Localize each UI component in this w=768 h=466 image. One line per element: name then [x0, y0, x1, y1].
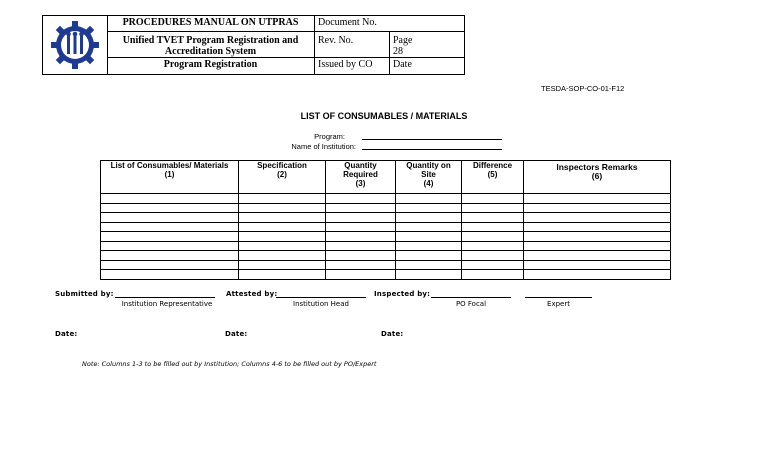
form-title: LIST OF CONSUMABLES / MATERIALS — [300, 111, 468, 121]
section-title: Program Registration — [107, 58, 315, 74]
table-row[interactable] — [101, 270, 671, 280]
program-label: Program: — [314, 132, 345, 141]
col-header-specification: Specification (2) — [239, 161, 326, 194]
col-header-difference: Difference (5) — [462, 161, 524, 194]
form-code: TESDA-SOP-CO-01-F12 — [541, 84, 625, 93]
rev-no-label: Rev. No. — [315, 32, 390, 58]
po-focal-role: PO Focal — [455, 300, 487, 308]
date-label-inspected: Date: — [381, 330, 404, 338]
inspected-by-label: Inspected by: — [374, 290, 431, 298]
document-no-label: Document No. — [315, 16, 464, 32]
table-row[interactable] — [101, 203, 671, 213]
expert-line[interactable] — [525, 297, 592, 298]
table-row[interactable] — [101, 260, 671, 270]
col-header-quantity-on-site: Quantity on Site (4) — [396, 161, 462, 194]
table-row[interactable] — [101, 241, 671, 251]
tesda-logo — [47, 19, 103, 71]
table-header-row — [101, 161, 671, 194]
table-row[interactable] — [101, 194, 671, 204]
submitted-by-line[interactable] — [115, 297, 215, 298]
page-number: 28 — [393, 46, 403, 57]
submitted-by-role: Institution Representative — [121, 300, 213, 308]
expert-role: Expert — [547, 300, 570, 308]
institution-label: Name of Institution: — [291, 142, 356, 151]
document-header — [42, 15, 465, 75]
manual-title: PROCEDURES MANUAL ON UTPRAS — [107, 16, 315, 32]
program-field[interactable] — [362, 139, 502, 140]
table-row[interactable] — [101, 232, 671, 242]
page-label: Page — [393, 35, 413, 46]
attested-by-role: Institution Head — [293, 300, 349, 308]
footer-note: Note: Columns 1-3 to be filled out by Institution; Columns 4-6 to be filled out by PO/Expert — [82, 360, 377, 368]
table-row[interactable] — [101, 251, 671, 261]
po-focal-line[interactable] — [431, 297, 511, 298]
col-header-quantity-required: Quantity Required (3) — [326, 161, 396, 194]
date-label-attested: Date: — [225, 330, 248, 338]
date-label-submitted: Date: — [55, 330, 78, 338]
attested-by-label: Attested by: — [226, 290, 278, 298]
logo-cell — [43, 16, 108, 74]
table-row[interactable] — [101, 222, 671, 232]
col-header-inspectors-remarks: Inspectors Remarks (6) — [524, 161, 671, 194]
consumables-table — [100, 160, 671, 280]
page-cell — [390, 32, 464, 58]
system-title: Unified TVET Program Registration and Accreditation System — [107, 32, 315, 58]
attested-by-line[interactable] — [276, 297, 366, 298]
col-header-consumables: List of Consumables/ Materials (1) — [101, 161, 239, 194]
issued-by-label: Issued by CO — [315, 58, 390, 74]
date-label: Date — [393, 59, 412, 70]
institution-field[interactable] — [362, 149, 502, 150]
table-row[interactable] — [101, 213, 671, 223]
submitted-by-label: Submitted by: — [55, 290, 114, 298]
